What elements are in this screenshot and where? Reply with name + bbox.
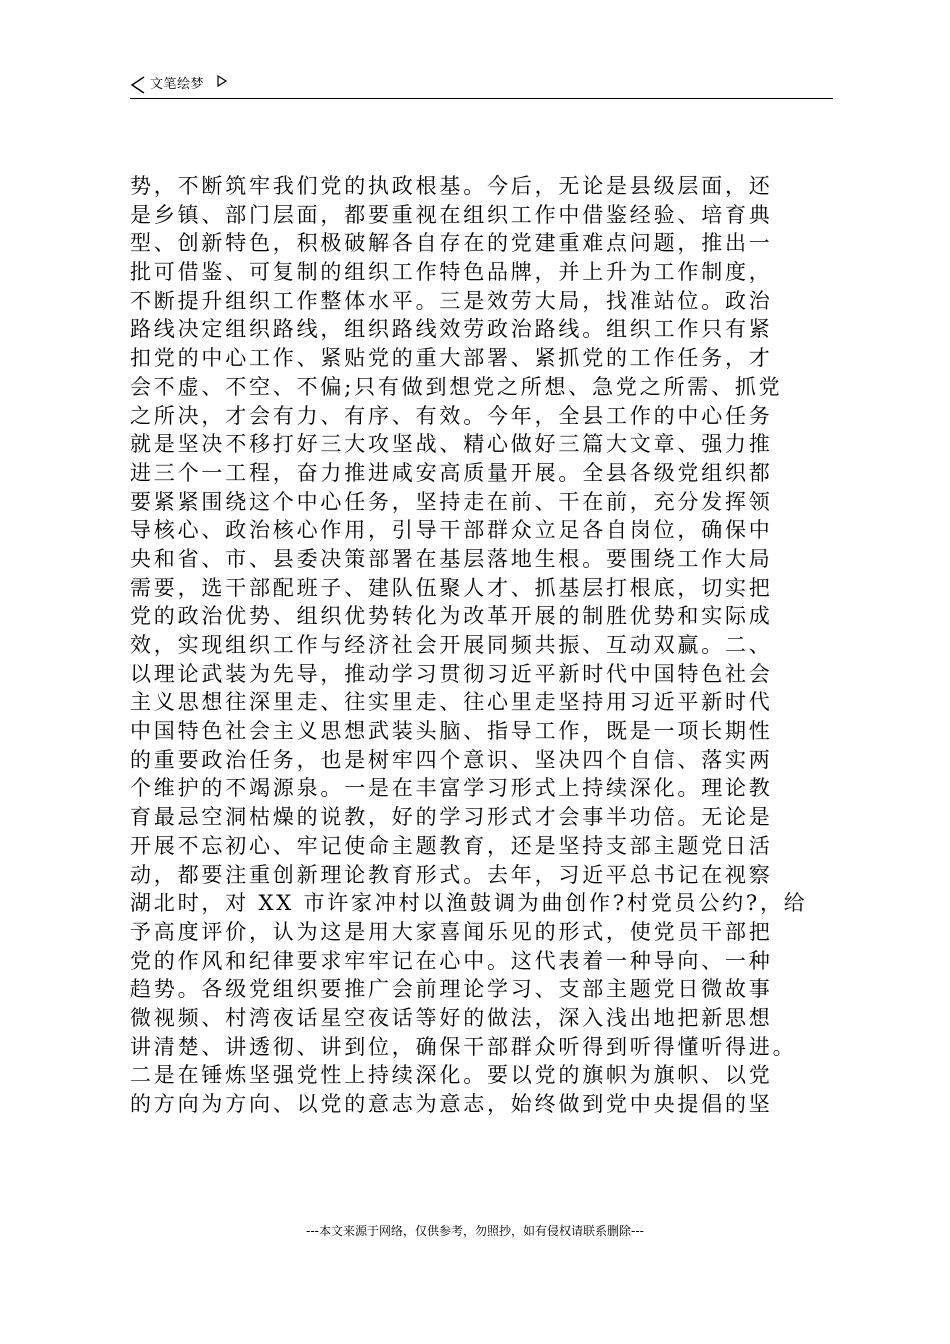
footer-disclaimer: ---本文来源于网络，仅供参考，勿照抄，如有侵权请联系删除--- <box>306 1224 644 1238</box>
body-line: 个维护的不竭源泉。一是在丰富学习形式上持续深化。理论教 <box>130 776 773 801</box>
body-line: 需要，选干部配班子、建队伍聚人才、抓基层打根底，切实把 <box>130 575 773 600</box>
body-line: 就是坚决不移打好三大攻坚战、精心做好三篇大文章、强力推 <box>130 432 773 457</box>
body-line: 型、创新特色，积极破解各自存在的党建重难点问题，推出一 <box>130 231 773 256</box>
body-line: 育最忌空洞枯燥的说教，好的学习形式才会事半功倍。无论是 <box>130 805 773 830</box>
body-line: 进三个一工程，奋力推进咸安高质量开展。全县各级党组织都 <box>130 460 773 485</box>
page-header <box>130 74 833 99</box>
body-line: 的方向为方向、以党的意志为意志，始终做到党中央提倡的坚 <box>130 1092 773 1116</box>
body-line: 之所决，才会有力、有序、有效。今年，全县工作的中心任务 <box>130 403 773 428</box>
body-line: 讲清楚、讲透彻、讲到位，确保干部群众听得到听得懂听得进。 <box>130 1034 797 1059</box>
body-line: 批可借鉴、可复制的组织工作特色品牌，并上升为工作制度， <box>130 260 773 285</box>
body-line: 的重要政治任务，也是树牢四个意识、坚决四个自信、落实两 <box>130 747 773 772</box>
body-line: 党的作风和纪律要求牢牢记在心中。这代表着一种导向、一种 <box>130 948 773 973</box>
body-line: 党的政治优势、组织优势转化为改革开展的制胜优势和实际成 <box>130 604 773 629</box>
body-line: 二是在锤炼坚强党性上持续深化。要以党的旗帜为旗帜、以党 <box>130 1063 773 1088</box>
body-line: 动，都要注重创新理论教育形式。去年，习近平总书记在视察 <box>130 862 773 887</box>
body-line: 湖北时，对 XX 市许家冲村以渔鼓调为曲创作?村党员公约?，给 <box>130 891 808 916</box>
body-line: 中国特色社会主义思想武装头脑、指导工作，既是一项长期性 <box>130 719 773 744</box>
body-line: 微视频、村湾夜话星空夜话等好的做法，深入浅出地把新思想 <box>130 1005 773 1030</box>
body-line: 要紧紧围绕这个中心任务，坚持走在前、干在前，充分发挥领 <box>130 489 773 514</box>
right-triangle-icon <box>216 74 228 88</box>
body-line: 央和省、市、县委决策部署在基层落地生根。要围绕工作大局 <box>130 546 773 571</box>
body-line: 导核心、政治核心作用，引导干部群众立足各自岗位，确保中 <box>130 518 773 543</box>
body-line: 趋势。各级党组织要推广会前理论学习、支部主题党日微故事 <box>130 977 773 1002</box>
left-triangle-icon <box>130 76 146 94</box>
body-line: 予高度评价，认为这是用大家喜闻乐见的形式，使党员干部把 <box>130 919 773 944</box>
body-line: 势，不断筑牢我们党的执政根基。今后，无论是县级层面，还 <box>130 174 773 198</box>
body-line: 不断提升组织工作整体水平。三是效劳大局，找准站位。政治 <box>130 288 773 313</box>
body-line: 以理论武装为先导，推动学习贯彻习近平新时代中国特色社会 <box>130 661 773 686</box>
body-line: 开展不忘初心、牢记使命主题教育，还是坚持支部主题党日活 <box>130 833 773 858</box>
document-body <box>130 172 836 1119</box>
body-line: 是乡镇、部门层面，都要重视在组织工作中借鉴经验、培育典 <box>130 202 773 227</box>
body-line: 效，实现组织工作与经济社会开展同频共振、互动双赢。二、 <box>130 633 773 657</box>
body-line: 路线决定组织路线，组织路线效劳政治路线。组织工作只有紧 <box>130 317 773 342</box>
body-line: 扣党的中心工作、紧贴党的重大部署、紧抓党的工作任务，才 <box>130 346 773 371</box>
body-line: 主义思想往深里走、往实里走、往心里走坚持用习近平新时代 <box>130 690 773 715</box>
body-line: 会不虚、不空、不偏;只有做到想党之所想、急党之所需、抓党 <box>130 374 783 399</box>
header-title: 文笔绘梦 <box>150 77 205 92</box>
